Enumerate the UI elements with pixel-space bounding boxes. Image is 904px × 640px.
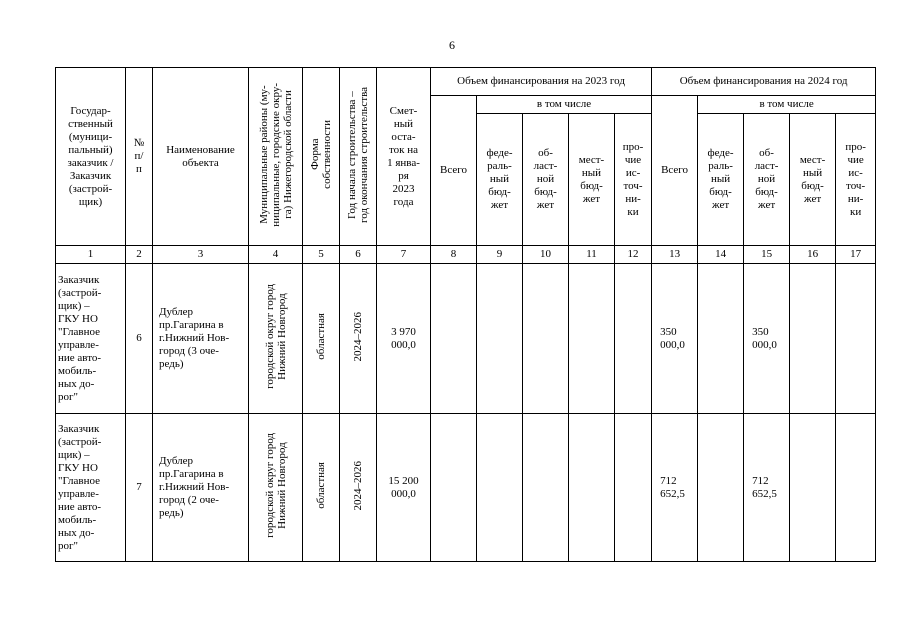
col-num: 1 — [56, 246, 126, 264]
col-num: 4 — [249, 246, 303, 264]
cell-balance: 3 970 000,0 — [377, 264, 431, 414]
cell-empty — [698, 264, 744, 414]
cell-object: Дублер пр.Гагарина в г.Нижний Нов- город (2 оче- редь) — [153, 414, 249, 562]
page-number: 6 — [449, 38, 455, 52]
cell-customer: Заказчик (застрой- щик) – ГКУ НО "Главное управле- ние авто- мобиль- ных до- рог" — [56, 414, 126, 562]
col-num: 13 — [652, 246, 698, 264]
table-row — [56, 264, 876, 414]
header-num: № п/ п — [126, 68, 153, 246]
header-total-2023: Всего — [431, 96, 477, 246]
header-regional-2023: об- ласт- ной бюд- жет — [523, 114, 569, 246]
cell-empty — [477, 414, 523, 562]
col-num: 3 — [153, 246, 249, 264]
header-other-2023: про- чие ис- точ- ни- ки — [615, 114, 652, 246]
header-federal-2023: феде- раль- ный бюд- жет — [477, 114, 523, 246]
header-total-2024: Всего — [652, 96, 698, 246]
header-fin-2024: Объем финансирования на 2024 год — [652, 68, 876, 96]
header-balance: Смет- ный оста- ток на 1 янва- ря 2023 года — [377, 68, 431, 246]
cell-total-2024: 350 000,0 — [652, 264, 698, 414]
header-fin-2023: Объем финансирования на 2023 год — [431, 68, 652, 96]
col-num: 8 — [431, 246, 477, 264]
cell-empty — [569, 264, 615, 414]
cell-num: 6 — [126, 264, 153, 414]
table-row — [56, 414, 876, 562]
cell-empty — [523, 414, 569, 562]
cell-empty — [836, 414, 876, 562]
column-number-row — [56, 246, 876, 264]
cell-empty — [431, 264, 477, 414]
col-num: 7 — [377, 246, 431, 264]
header-object-name: Наименование объекта — [153, 68, 249, 246]
header-including-2023: в том числе — [477, 96, 652, 114]
col-num: 5 — [303, 246, 340, 264]
cell-empty — [569, 414, 615, 562]
col-num: 15 — [744, 246, 790, 264]
header-local-2023: мест- ный бюд- жет — [569, 114, 615, 246]
cell-years: 2024–2026 — [340, 414, 377, 562]
col-num: 9 — [477, 246, 523, 264]
cell-num: 7 — [126, 414, 153, 562]
col-num: 16 — [790, 246, 836, 264]
cell-empty — [615, 414, 652, 562]
col-num: 14 — [698, 246, 744, 264]
header-regional-2024: об- ласт- ной бюд- жет — [744, 114, 790, 246]
cell-empty — [790, 414, 836, 562]
col-num: 12 — [615, 246, 652, 264]
cell-ownership: областная — [303, 264, 340, 414]
col-num: 6 — [340, 246, 377, 264]
investment-table — [55, 67, 876, 562]
header-customer: Государ- ственный (муници- пальный) заказчик / Заказчик (застрой- щик) — [56, 68, 126, 246]
header-ownership: Форма собственности — [303, 68, 340, 246]
col-num: 2 — [126, 246, 153, 264]
col-num: 10 — [523, 246, 569, 264]
cell-regional-2024: 350 000,0 — [744, 264, 790, 414]
header-federal-2024: феде- раль- ный бюд- жет — [698, 114, 744, 246]
cell-balance: 15 200 000,0 — [377, 414, 431, 562]
cell-empty — [615, 264, 652, 414]
cell-empty — [836, 264, 876, 414]
col-num: 17 — [836, 246, 876, 264]
cell-district: городской округ город Нижний Новгород — [249, 414, 303, 562]
cell-object: Дублер пр.Гагарина в г.Нижний Нов- город (3 оче- редь) — [153, 264, 249, 414]
header-local-2024: мест- ный бюд- жет — [790, 114, 836, 246]
cell-empty — [431, 414, 477, 562]
cell-customer: Заказчик (застрой- щик) – ГКУ НО "Главное управле- ние авто- мобиль- ных до- рог" — [56, 264, 126, 414]
cell-empty — [698, 414, 744, 562]
cell-total-2024: 712 652,5 — [652, 414, 698, 562]
header-years: Год начала строительства – год окончания строительства — [340, 68, 377, 246]
cell-empty — [477, 264, 523, 414]
col-num: 11 — [569, 246, 615, 264]
cell-district: городской округ город Нижний Новгород — [249, 264, 303, 414]
cell-years: 2024–2026 — [340, 264, 377, 414]
cell-regional-2024: 712 652,5 — [744, 414, 790, 562]
cell-ownership: областная — [303, 414, 340, 562]
header-district: Муниципальные районы (му- ниципальные, городские окру- га) Нижегородской области — [249, 68, 303, 246]
header-including-2024: в том числе — [698, 96, 876, 114]
cell-empty — [523, 264, 569, 414]
header-other-2024: про- чие ис- точ- ни- ки — [836, 114, 876, 246]
cell-empty — [790, 264, 836, 414]
